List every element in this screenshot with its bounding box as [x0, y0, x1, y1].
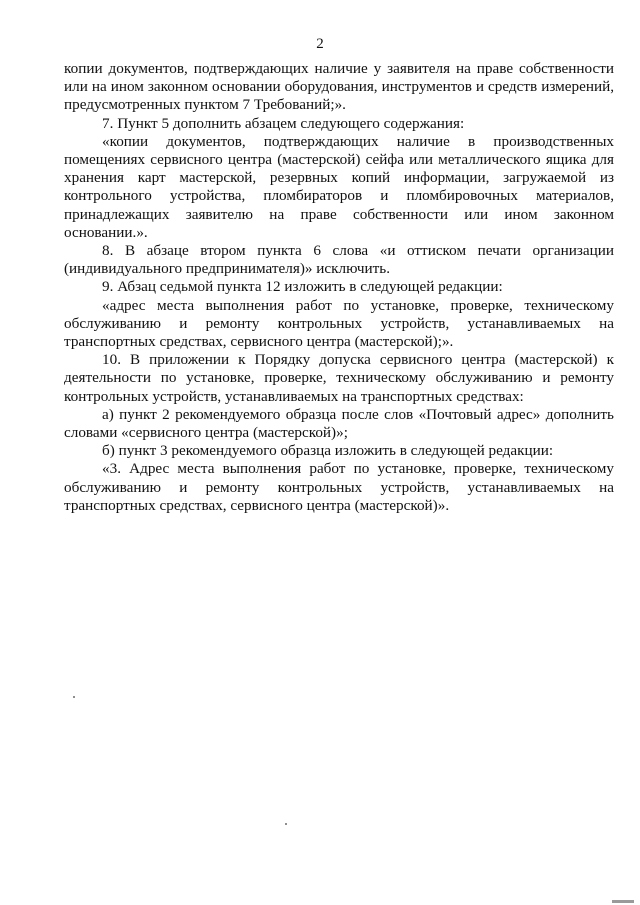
paragraph-10: «3. Адрес места выполнения работ по установке, проверке, техническому обслуживанию и ремонту контрольных устройств, устанавливаемых на транспортных средствах, сервисного центра (мастерской)». [64, 460, 614, 514]
paragraph-9: б) пункт 3 рекомендуемого образца изложить в следующей редакции: [102, 442, 554, 460]
paragraph-8: а) пункт 2 рекомендуемого образца после слов «Почтовый адрес» дополнить словами «сервисного центра (мастерской)»; [64, 405, 614, 442]
paragraph-7: 10. В приложении к Порядку допуска сервисного центра (мастерской) к деятельности по установке, проверке, техническому обслуживанию и ремонту контрольных устройств, устанавливаемых на транспортных средствах: [64, 351, 614, 405]
paragraph-3: «копии документов, подтверждающих наличие в производственных помещениях сервисного центра (мастерской) сейфа или металлического ящика для хранения карт мастерской, резервных копий информации, загружаемой из контрольного устройства, пломбираторов и пломбировочных материалов, принадлежащих заявителю на праве собственности или ином законном основании.». [64, 132, 614, 241]
paragraph-2: 7. Пункт 5 дополнить абзацем следующего содержания: [102, 114, 465, 132]
document-body [64, 60, 614, 515]
paragraph-4: 8. В абзаце втором пункта 6 слова «и оттиском печати организации (индивидуального предпринимателя)» исключить. [64, 242, 614, 278]
paragraph-1: копии документов, подтверждающих наличие у заявителя на праве собственности или на ином законном основании оборудования, инструментов и средств измерений, предусмотренных пунктом 7 Требований;». [64, 60, 614, 114]
scan-speck [73, 696, 75, 698]
scan-speck [285, 823, 287, 825]
paragraph-6: «адрес места выполнения работ по установке, проверке, техническому обслуживанию и ремонту контрольных устройств, устанавливаемых на транспортных средствах, сервисного центра (мастерской);». [64, 296, 614, 351]
paragraph-5: 9. Абзац седьмой пункта 12 изложить в следующей редакции: [102, 278, 503, 296]
scan-edge-mark [612, 900, 634, 903]
page-number: 2 [316, 36, 324, 52]
